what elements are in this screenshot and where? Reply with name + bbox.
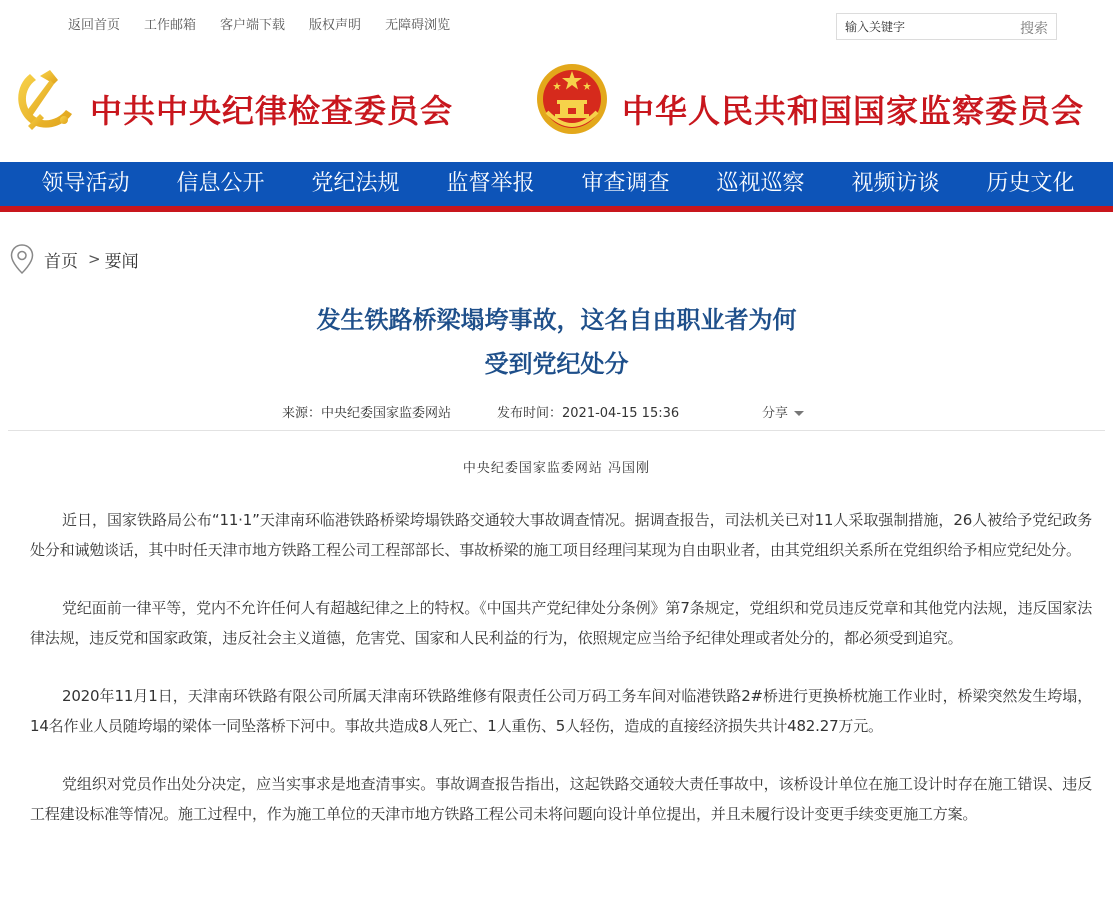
site-header: [0, 46, 1113, 162]
nav-item-regulations[interactable]: 党纪法规: [311, 171, 400, 196]
breadcrumb-home[interactable]: 首页: [44, 251, 78, 272]
chevron-down-icon: [794, 411, 804, 416]
breadcrumb-current[interactable]: 要闻: [104, 251, 139, 272]
nav-item-inspection[interactable]: 巡视巡察: [716, 171, 805, 196]
top-link-mail[interactable]: 工作邮箱: [144, 18, 197, 33]
article-title: [0, 298, 1113, 386]
top-link-client-download[interactable]: 客户端下载: [220, 18, 286, 33]
breadcrumb: [10, 244, 139, 274]
search-button[interactable]: 搜索: [1020, 21, 1048, 37]
nav-item-info-disclosure[interactable]: 信息公开: [176, 171, 265, 196]
nav-item-leadership[interactable]: 领导活动: [41, 171, 130, 196]
article-paragraph: 党组织对党员作出处分决定，应当实事求是地查清事实。事故调查报告指出，这起铁路交通较大责任事故中，该桥设计单位在施工设计时存在施工错误、违反工程建设标准等情况。施工过程中，作为施工单位的天津市地方铁路工程公司未将问题向设计单位提出，并且未履行设计变更手续变更施工方案。: [30, 775, 1092, 823]
top-bar: [0, 0, 1113, 46]
national-emblem-icon[interactable]: [535, 62, 609, 136]
article-paragraph: 近日，国家铁路局公布“11·1”天津南环临港铁路桥梁垮塌铁路交通较大事故调查情况。据调查报告，司法机关已对11人采取强制措施，26人被给予党纪政务处分和诫勉谈话，其中时任天津市地方铁路工程公司工程部部长、事故桥梁的施工项目经理闫某现为自由职业者，由其党组织关系所在党组织给予相应党纪处分。: [30, 511, 1092, 559]
org-name-national-supervision[interactable]: 中华人民共和国国家监察委员会: [622, 92, 1085, 130]
nav-item-history[interactable]: 历史文化: [986, 171, 1075, 196]
article-title-line1: 发生铁路桥梁塌垮事故，这名自由职业者为何: [316, 306, 797, 334]
nav-red-stripe: [0, 206, 1113, 212]
article-paragraph: 党纪面前一律平等，党内不允许任何人有超越纪律之上的特权。《中国共产党纪律处分条例》第7条规定，党组织和党员违反党章和其他党内法规，违反国家法律法规，违反党和国家政策，违反社会主义道德，危害党、国家和人民利益的行为，依照规定应当给予纪律处理或者处分的，都必须受到追究。: [30, 599, 1092, 647]
nav-item-report[interactable]: 监督举报: [446, 171, 535, 196]
search-input[interactable]: [845, 17, 995, 37]
nav-item-investigation[interactable]: 审查调查: [581, 171, 670, 196]
meta-divider: [8, 430, 1105, 431]
location-pin-icon: [10, 244, 34, 274]
nav-item-video[interactable]: 视频访谈: [851, 171, 940, 196]
article-paragraph: 2020年11月1日，天津南环铁路有限公司所属天津南环铁路维修有限责任公司万码工务车间对临港铁路2#桥进行更换桥枕施工作业时，桥梁突然发生垮塌，14名作业人员随垮塌的梁体一同坠落桥下河中。事故共造成8人死亡、1人重伤、5人轻伤，造成的直接经济损失共计482.27万元。: [30, 687, 1092, 735]
article-publish-time: 发布时间：2021-04-15 15:36: [497, 406, 680, 421]
party-emblem-icon[interactable]: [10, 66, 78, 134]
article-title-line2: 受到党纪处分: [484, 350, 629, 378]
top-link-copyright[interactable]: 版权声明: [309, 18, 362, 33]
search-box: [836, 13, 1057, 40]
top-link-accessibility[interactable]: 无障碍浏览: [385, 18, 451, 33]
article-source: 来源：中央纪委国家监委网站: [282, 406, 452, 421]
main-nav: [0, 162, 1113, 206]
share-button[interactable]: [762, 402, 804, 421]
article-author: 中央纪委国家监委网站 冯国刚: [462, 461, 651, 476]
breadcrumb-separator: >: [88, 250, 101, 268]
article-meta: [0, 402, 1113, 422]
top-links: [68, 14, 474, 33]
org-name-cpc-discipline[interactable]: 中共中央纪律检查委员会: [90, 92, 454, 130]
top-link-home[interactable]: 返回首页: [68, 18, 121, 33]
share-label: 分享: [762, 406, 789, 421]
article-body: [30, 505, 1092, 857]
